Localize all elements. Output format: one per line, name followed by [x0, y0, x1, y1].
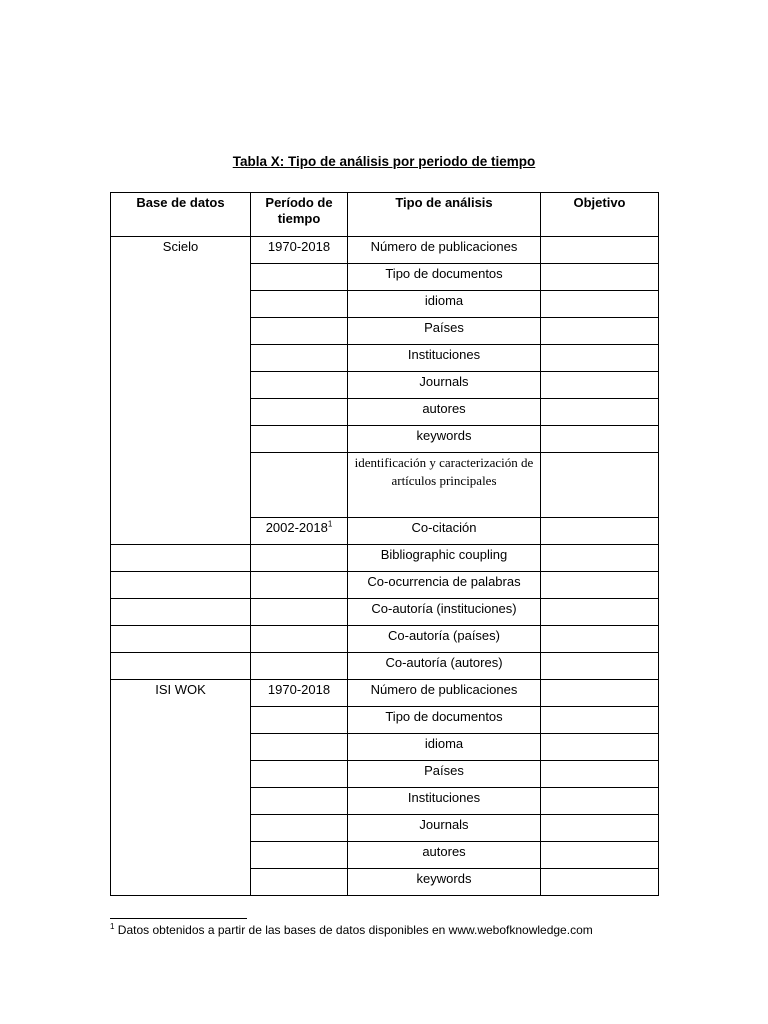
period-text: 2002-2018: [265, 520, 328, 535]
footnote-separator: [110, 918, 247, 919]
cell-analysis: Tipo de documentos: [348, 264, 541, 291]
cell-period: [251, 869, 348, 896]
footnote-number: 1: [110, 922, 115, 931]
cell-period: [251, 291, 348, 318]
cell-objective: [541, 707, 659, 734]
cell-analysis: keywords: [348, 426, 541, 453]
cell-period: [251, 788, 348, 815]
cell-analysis: Instituciones: [348, 788, 541, 815]
cell-analysis: autores: [348, 399, 541, 426]
cell-period: [251, 545, 348, 572]
table-row: [111, 788, 659, 815]
cell-objective: [541, 653, 659, 680]
cell-db: [111, 707, 251, 734]
cell-db: [111, 291, 251, 318]
table-row: [111, 869, 659, 896]
cell-db: [111, 399, 251, 426]
cell-period: [251, 318, 348, 345]
cell-db: [111, 426, 251, 453]
table-row: [111, 518, 659, 545]
cell-period: [251, 815, 348, 842]
cell-analysis: Co-autoría (países): [348, 626, 541, 653]
table-header-row: [111, 193, 659, 237]
table-row: [111, 372, 659, 399]
cell-analysis: Journals: [348, 815, 541, 842]
cell-period: [251, 599, 348, 626]
cell-objective: [541, 734, 659, 761]
table-row: [111, 264, 659, 291]
table-row: [111, 815, 659, 842]
cell-period: [251, 372, 348, 399]
cell-period: 1970-2018: [251, 237, 348, 264]
cell-period: [251, 707, 348, 734]
table-row: [111, 426, 659, 453]
cell-period: 1970-2018: [251, 680, 348, 707]
cell-objective: [541, 572, 659, 599]
cell-analysis: keywords: [348, 869, 541, 896]
cell-analysis: identificación y caracterización de artículos principales: [348, 453, 541, 518]
cell-analysis: Co-autoría (instituciones): [348, 599, 541, 626]
cell-period: [251, 734, 348, 761]
cell-db: [111, 653, 251, 680]
cell-objective: [541, 291, 659, 318]
cell-analysis: Co-autoría (autores): [348, 653, 541, 680]
table-row: [111, 399, 659, 426]
table-row: [111, 707, 659, 734]
cell-objective: [541, 372, 659, 399]
cell-objective: [541, 842, 659, 869]
cell-period: [251, 399, 348, 426]
cell-objective: [541, 426, 659, 453]
cell-analysis: Co-ocurrencia de palabras: [348, 572, 541, 599]
table-row: [111, 572, 659, 599]
cell-objective: [541, 453, 659, 518]
cell-analysis: Número de publicaciones: [348, 680, 541, 707]
table-title: Tabla X: Tipo de análisis por periodo de tiempo: [232, 154, 536, 169]
cell-analysis: Instituciones: [348, 345, 541, 372]
cell-db: [111, 372, 251, 399]
table-row: [111, 734, 659, 761]
footnote: [110, 923, 593, 937]
table-row: [111, 318, 659, 345]
cell-period: [251, 842, 348, 869]
cell-objective: [541, 815, 659, 842]
cell-db: Scielo: [111, 237, 251, 264]
cell-objective: [541, 518, 659, 545]
cell-objective: [541, 626, 659, 653]
cell-db: [111, 572, 251, 599]
cell-period: [251, 264, 348, 291]
cell-db: [111, 869, 251, 896]
cell-objective: [541, 399, 659, 426]
table-row: [111, 842, 659, 869]
cell-db: [111, 626, 251, 653]
cell-objective: [541, 788, 659, 815]
cell-db: ISI WOK: [111, 680, 251, 707]
cell-db: [111, 545, 251, 572]
cell-db: [111, 815, 251, 842]
table-row: [111, 453, 659, 518]
cell-db: [111, 761, 251, 788]
cell-db: [111, 842, 251, 869]
cell-period: [251, 518, 348, 545]
header-objetivo: Objetivo: [541, 193, 659, 237]
cell-analysis: Países: [348, 318, 541, 345]
cell-db: [111, 318, 251, 345]
table-row: [111, 626, 659, 653]
cell-objective: [541, 318, 659, 345]
header-tipo-analisis: Tipo de análisis: [348, 193, 541, 237]
cell-period: [251, 653, 348, 680]
table-row: [111, 599, 659, 626]
table-row: [111, 545, 659, 572]
cell-analysis: idioma: [348, 734, 541, 761]
cell-objective: [541, 680, 659, 707]
cell-analysis: autores: [348, 842, 541, 869]
cell-objective: [541, 599, 659, 626]
cell-period: [251, 426, 348, 453]
cell-analysis: Número de publicaciones: [348, 237, 541, 264]
cell-analysis: Tipo de documentos: [348, 707, 541, 734]
header-base-de-datos: Base de datos: [111, 193, 251, 237]
cell-db: [111, 345, 251, 372]
cell-period: [251, 761, 348, 788]
cell-db: [111, 264, 251, 291]
cell-analysis: Journals: [348, 372, 541, 399]
cell-period: [251, 626, 348, 653]
cell-analysis: Co-citación: [348, 518, 541, 545]
cell-db: [111, 788, 251, 815]
cell-db: [111, 599, 251, 626]
cell-db: [111, 734, 251, 761]
cell-objective: [541, 264, 659, 291]
cell-db: [111, 453, 251, 518]
table-row: [111, 291, 659, 318]
cell-objective: [541, 869, 659, 896]
table-row: [111, 680, 659, 707]
table-row: [111, 653, 659, 680]
cell-objective: [541, 761, 659, 788]
cell-objective: [541, 545, 659, 572]
cell-period: [251, 572, 348, 599]
table-row: [111, 345, 659, 372]
cell-period: [251, 345, 348, 372]
cell-analysis: Bibliographic coupling: [348, 545, 541, 572]
cell-objective: [541, 345, 659, 372]
header-periodo: Período de tiempo: [251, 193, 348, 237]
cell-objective: [541, 237, 659, 264]
cell-analysis: Países: [348, 761, 541, 788]
cell-period: [251, 453, 348, 518]
table-row: [111, 237, 659, 264]
cell-db: [111, 518, 251, 545]
table-row: [111, 761, 659, 788]
footnote-text: Datos obtenidos a partir de las bases de datos disponibles en www.webofknowledge.com: [114, 923, 593, 937]
analysis-table: [110, 192, 659, 896]
footnote-marker: 1: [327, 519, 333, 529]
cell-analysis: idioma: [348, 291, 541, 318]
